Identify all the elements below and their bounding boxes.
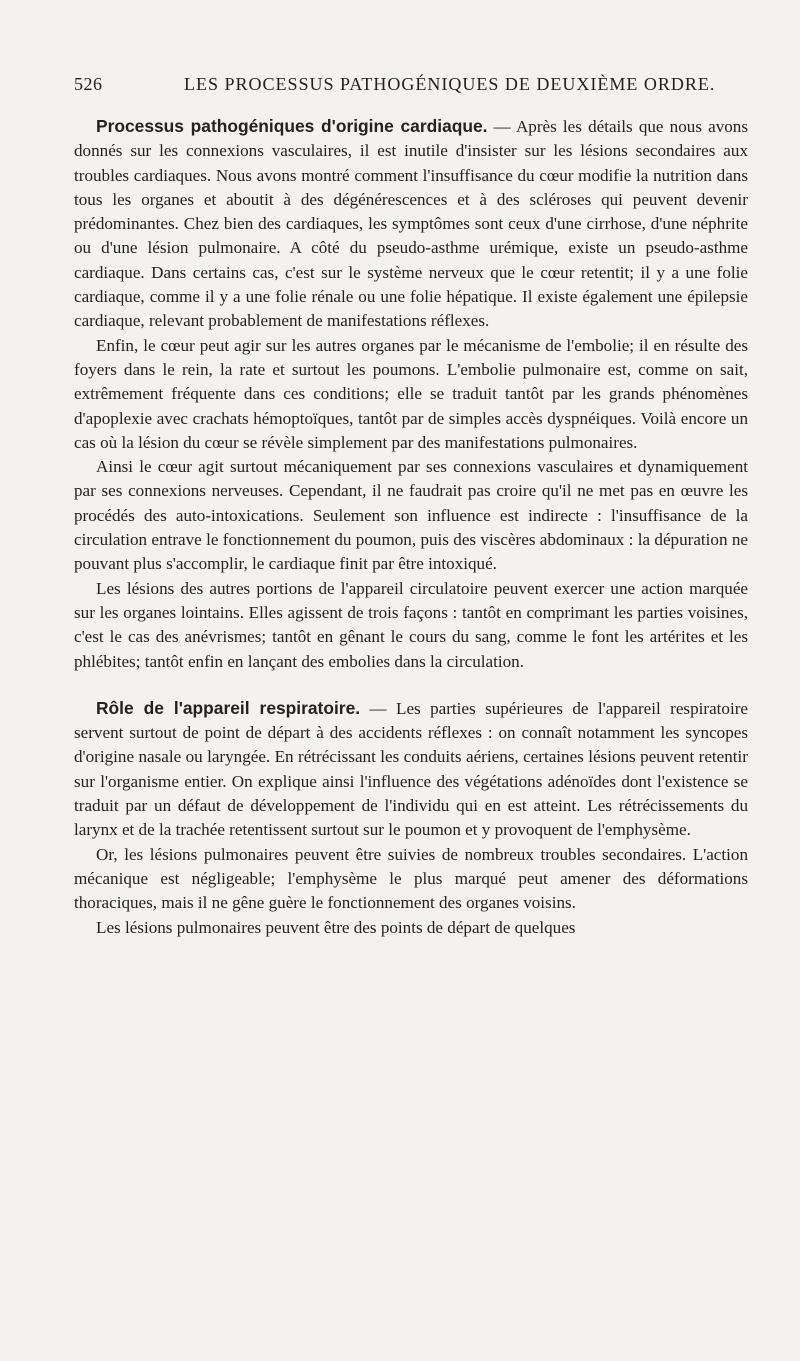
paragraph-text: — Après les détails que nous avons donnés sur les connexions vasculaires, il est inutile d'insister sur les lésions secondaires aux troubles cardiaques. Nous avons montré comment l'insuffisance du cœur modifie la nutrition dans tous les organes et aboutit à des dégénérescences et à des scléroses qui peuvent devenir prédominantes. Chez bien des cardiaques, les symptômes sont ceux d'une cirrhose, d'une néphrite ou d'une lésion pulmonaire. A côté du pseudo-asthme urémique, existe un pseudo-asthme cardiaque. Dans certains cas, c'est sur le système nerveux que le cœur retentit; il y a une folie cardiaque, comme il y a une folie rénale ou une folie hépatique. Il existe également une épilepsie cardiaque, relevant probablement de manifestations réflexes. — [74, 117, 748, 331]
paragraph-text: — Les parties supérieures de l'appareil respiratoire servent surtout de point de départ à des accidents réflexes : on connaît notamment les syncopes d'origine nasale ou laryngée. En rétrécissant les conduits aériens, certaines lésions peuvent retentir sur l'organisme entier. On explique ainsi l'influence des végétations adénoïdes dont l'existence se traduit par un défaut de développement de l'individu qui en est atteint. Les rétrécissements du larynx et de la trachée retentissent surtout sur le poumon et y provoquent de l'emphysème. — [74, 698, 748, 840]
paragraph: Or, les lésions pulmonaires peuvent être suivies de nombreux troubles secondaires. L'action mécanique est négligeable; l'emphysème le plus marqué peut amener des déformations thoraciques, mais il ne gêne guère le fonctionnement des organes voisins. — [74, 844, 748, 913]
running-title: LES PROCESSUS PATHOGÉNIQUES DE DEUXIÈME ORDRE. — [184, 74, 716, 94]
body-text — [74, 114, 748, 940]
page-number: 526 — [74, 74, 103, 94]
paragraph: Les lésions pulmonaires peuvent être des points de départ de quelques — [96, 917, 576, 937]
section-heading-respiratory: Rôle de l'appareil respiratoire. — [96, 697, 361, 718]
section-cardiac-lead — [74, 114, 748, 334]
paragraph: Enfin, le cœur peut agir sur les autres organes par le mécanisme de l'embolie; il en résulte des foyers dans le rein, la rate et surtout les poumons. L'embolie pulmonaire est, comme on sait, extrêmement fréquente dans ces conditions; elle se traduit tantôt par les grands phénomènes d'apoplexie avec crachats hémoptoïques, tantôt par de simples accès dyspnéiques. Voilà encore un cas où la lésion du cœur se révèle simplement par des manifestations pulmonaires. — [74, 335, 748, 452]
section-heading-cardiac: Processus pathogéniques d'origine cardiaque. — [96, 116, 488, 136]
paragraph: Ainsi le cœur agit surtout mécaniquement par ses connexions vasculaires et dynamiquement par ses connexions nerveuses. Cependant, il ne faudrait pas croire qu'il ne met pas en œuvre les procédés des auto-intoxications. Seulement son influence est indirecte : l'insuffisance de la circulation entrave le fonctionnement du poumon, puis des viscères abdominaux : la dépuration ne pouvant plus s'accomplir, le cardiaque finit par être intoxiqué. — [74, 457, 748, 574]
running-header — [74, 74, 748, 100]
paragraph: Les lésions des autres portions de l'appareil circulatoire peuvent exercer une action marquée sur les organes lointains. Elles agissent de trois façons : tantôt en comprimant les parties voisines, c'est le cas des anévrismes; tantôt en gênant le cours du sang, comme le font les artérites et les phlébites; tantôt enfin en lançant des embolies dans la circulation. — [74, 578, 748, 671]
section-respiratory-lead — [74, 696, 748, 843]
